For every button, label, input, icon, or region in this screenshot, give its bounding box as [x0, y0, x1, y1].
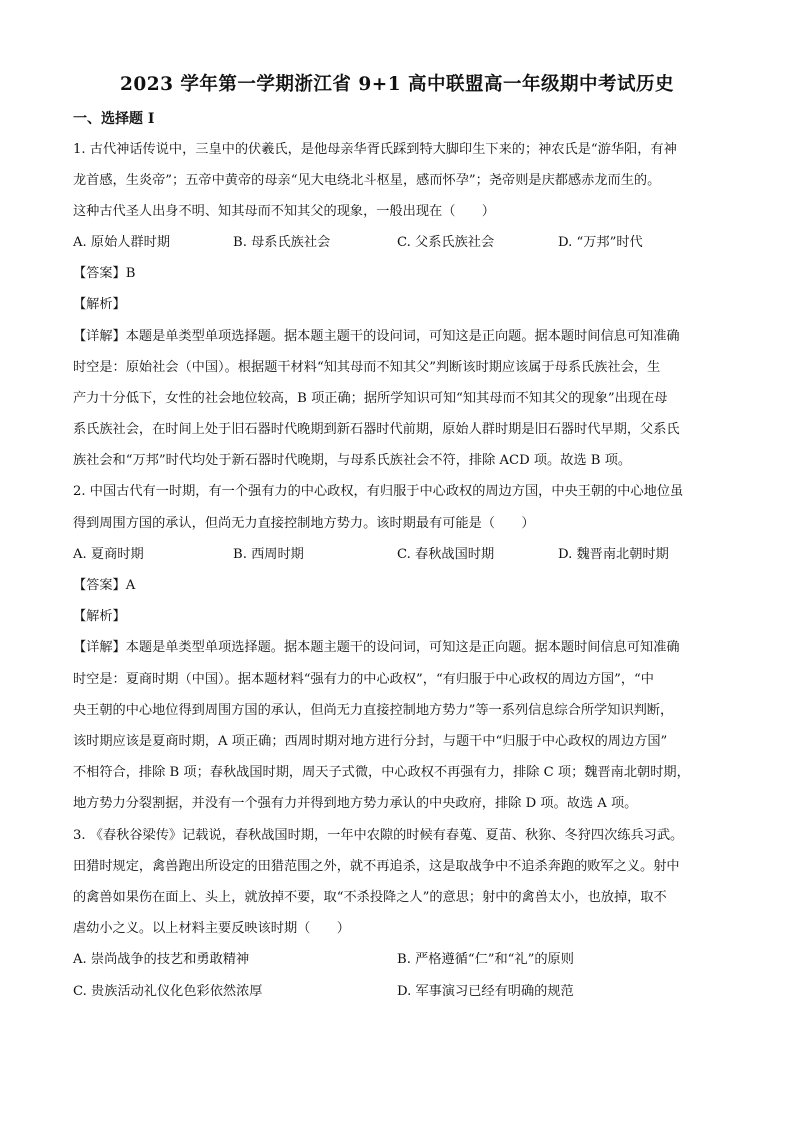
q1-option-b: B. 母系氏族社会	[233, 235, 331, 250]
q3-option-d: D. 军事演习已经有明确的规范	[397, 984, 574, 999]
q3-stem-line: 的禽兽如果伤在面上、头上，就放掉不要，取“不杀投降之人”的意思；射中的禽兽太小，也放掉，取不	[73, 890, 667, 905]
q1-stem-line: 龙首感，生炎帝”；五帝中黄帝的母亲“见大电绕北斗枢星，感而怀孕”；尧帝则是庆都感赤龙而生的。	[73, 173, 661, 188]
q2-detail-line: 不相符合，排除 B 项；春秋战国时期，周天子式微，中心政权不再强有力，排除 C 项；魏晋南北朝时期，	[73, 765, 690, 780]
q3-option-c: C. 贵族活动礼仪化色彩依然浓厚	[73, 984, 263, 999]
q1-detail-line: 时空是：原始社会（中国）。根据题干材料“知其母而不知其父”判断该时期应该属于母系氏族社会，生	[73, 360, 661, 375]
q1-option-d: D. “万邦”时代	[558, 235, 643, 250]
q1-stem-line: 1. 古代神话传说中，三皇中的伏羲氏，是他母亲华胥氏踩到特大脚印生下来的；神农氏是“游华阳，有神	[73, 142, 677, 157]
q2-option-b: B. 西周时期	[233, 547, 304, 562]
q1-option-c: C. 父系氏族社会	[397, 235, 495, 250]
q2-option-a: A. 夏商时期	[73, 547, 144, 562]
section-heading: 一、选择题 I	[73, 111, 155, 127]
q1-analysis-label: 【解析】	[73, 297, 126, 312]
q2-detail-line: 地方势力分裂割据，并没有一个强有力并得到地方势力承认的中央政府，排除 D 项。故选 A 项。	[73, 796, 638, 811]
q1-detail-line: 系氏族社会，在时间上处于旧石器时代晚期到新石器时代前期，原始人群时期是旧石器时代早期，父系氏	[73, 422, 680, 437]
page-title: 2023 学年第一学期浙江省 9+1 高中联盟高一年级期中考试历史	[119, 74, 675, 95]
q2-option-d: D. 魏晋南北朝时期	[558, 547, 669, 562]
q3-stem-line: 3. 《春秋谷梁传》记载说，春秋战国时期，一年中农隙的时候有春蒐、夏苗、秋狝、冬狩四次练兵习武。	[73, 828, 684, 843]
q2-detail-line: 央王朝的中心地位得到周围方国的承认，但尚无力直接控制地方势力”等一系列信息综合所学知识判断，	[73, 703, 674, 718]
q2-detail-line: 时空是：夏商时期（中国）。据本题材料“强有力的中心政权”，“有归服于中心政权的周边方国”，“中	[73, 672, 654, 687]
q2-stem-line: 2. 中国古代有一时期，有一个强有力的中心政权，有归服于中心政权的周边方国，中央王朝的中心地位虽	[73, 484, 684, 499]
q1-answer: 【答案】B	[73, 266, 136, 281]
q2-answer: 【答案】A	[73, 578, 136, 593]
q2-detail-line: 该时期应该是夏商时期，A 项正确；西周时期对地方进行分封，与题干中“归服于中心政权的周边方国”	[73, 734, 668, 749]
q2-analysis-label: 【解析】	[73, 609, 126, 624]
q1-option-a: A. 原始人群时期	[73, 235, 171, 250]
q1-detail-line: 产力十分低下，女性的社会地位较高，B 项正确；据所学知识可知“知其母而不知其父的现象”出现在母	[73, 391, 668, 406]
q1-stem-line: 这种古代圣人出身不明、知其母而不知其父的现象，一般出现在（ ）	[73, 204, 495, 219]
q1-detail-line: 族社会和“万邦”时代均处于新石器时代晚期，与母系氏族社会不符，排除 ACD 项。故选 B 项。	[73, 453, 632, 468]
q2-option-c: C. 春秋战国时期	[397, 547, 495, 562]
q3-option-a: A. 崇尚战争的技艺和勇敢精神	[73, 952, 250, 967]
q3-option-b: B. 严格遵循“仁”和“礼”的原则	[397, 952, 574, 967]
q2-detail-line: 【详解】本题是单类型单项选择题。据本题主题干的设问词，可知这是正向题。据本题时间信息可知准确	[73, 640, 680, 655]
q3-stem-line: 田猎时规定，禽兽跑出所设定的田猎范围之外，就不再追杀，这是取战争中不追杀奔跑的败军之义。射中	[73, 859, 680, 874]
q2-stem-line: 得到周围方国的承认，但尚无力直接控制地方势力。该时期最有可能是（ ）	[73, 516, 535, 531]
q3-stem-line: 虐幼小之义。以上材料主要反映该时期（ ）	[73, 921, 350, 936]
q1-detail-line: 【详解】本题是单类型单项选择题。据本题主题干的设问词，可知这是正向题。据本题时间信息可知准确	[73, 329, 680, 344]
